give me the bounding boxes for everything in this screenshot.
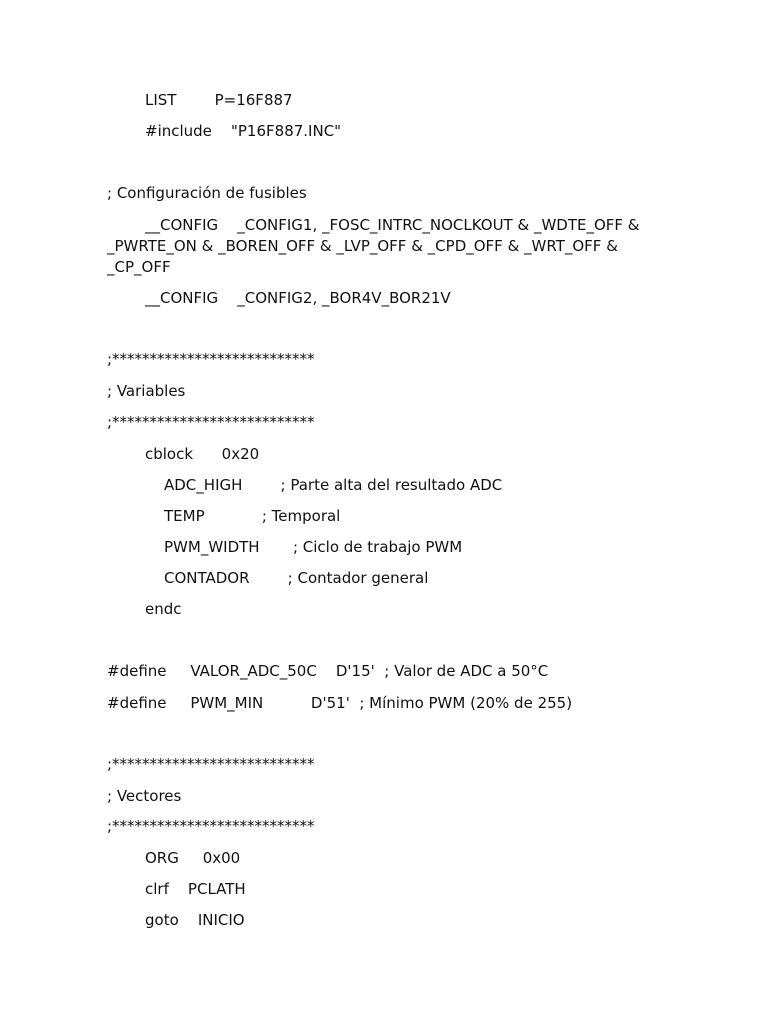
code-line-clrf: clrf PCLATH [145, 880, 246, 898]
code-line-contador: CONTADOR ; Contador general [164, 569, 429, 587]
code-line-config1: __CONFIG _CONFIG1, _FOSC_INTRC_NOCLKOUT & _WDTE_OFF & [145, 216, 640, 234]
comment-separator: ;*************************** [107, 755, 315, 773]
code-line-goto: goto INICIO [145, 911, 245, 929]
code-line-config2: __CONFIG _CONFIG2, _BOR4V_BOR21V [145, 289, 451, 307]
code-line-temp: TEMP ; Temporal [164, 507, 341, 525]
code-line-define-valor-adc: #define VALOR_ADC_50C D'15' ; Valor de ADC a 50°C [107, 662, 549, 680]
comment-vectores: ; Vectores [107, 787, 182, 805]
comment-separator: ;*************************** [107, 817, 315, 835]
code-line-org: ORG 0x00 [145, 849, 241, 867]
code-line-define-pwm-min: #define PWM_MIN D'51' ; Mínimo PWM (20% de 255) [107, 694, 573, 712]
code-line-list: LIST P=16F887 [145, 91, 293, 109]
code-line-pwm-width: PWM_WIDTH ; Ciclo de trabajo PWM [164, 538, 463, 556]
code-line-endc: endc [145, 600, 182, 618]
code-line-cblock: cblock 0x20 [145, 445, 260, 463]
code-line-include: #include "P16F887.INC" [145, 122, 342, 140]
code-line-config1-cont: _PWRTE_ON & _BOREN_OFF & _LVP_OFF & _CPD_OFF & _WRT_OFF & [107, 237, 618, 255]
comment-separator: ;*************************** [107, 413, 315, 431]
code-line-config1-cont2: _CP_OFF [107, 258, 171, 276]
comment-separator: ;*************************** [107, 350, 315, 368]
comment-fuse-config: ; Configuración de fusibles [107, 184, 307, 202]
code-line-adc-high: ADC_HIGH ; Parte alta del resultado ADC [164, 476, 503, 494]
comment-variables: ; Variables [107, 382, 186, 400]
